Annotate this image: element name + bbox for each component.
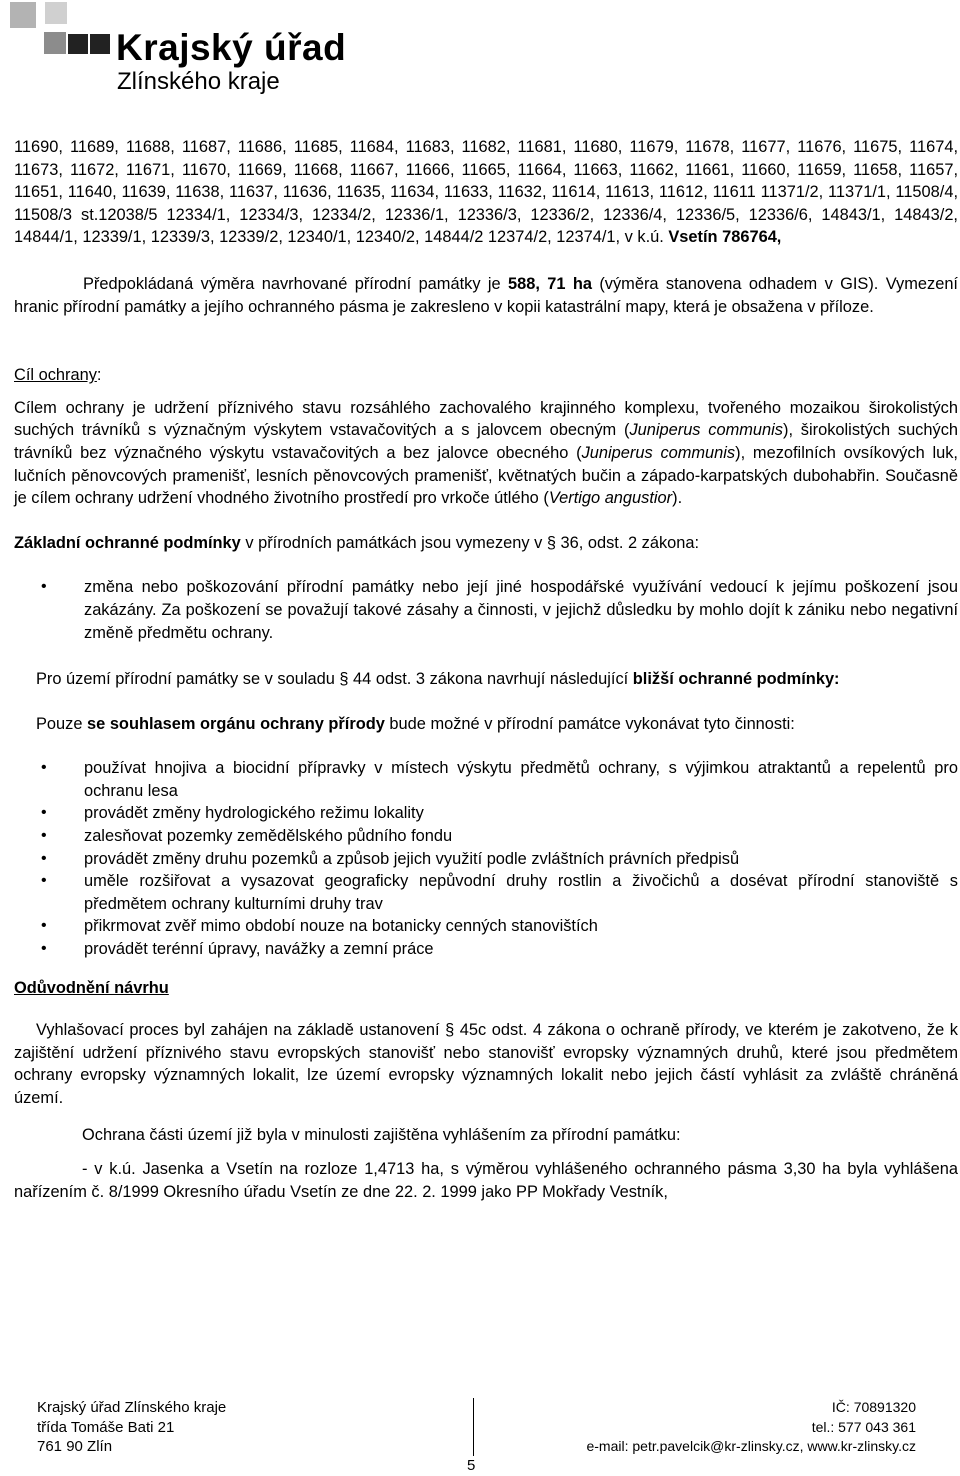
justification-p1: Vyhlašovací proces byl zahájen na základě ustanovení § 45c odst. 4 zákona o ochraně přírody, ve kterém je zakotveno, že k zajištění udržení příznivého stavu evropských stanovišť nebo stanovišť evropsky významných druhů, které jsou předmětem ochrany evropsky významných lokalit, lze území evropsky významných lokalit nebo jejich částí vyhlásit za zvláště chráněná území. [14,1021,958,1107]
goal-species-2: Juniperus communis [581,443,736,462]
consent-text-1: Pouze [36,714,88,733]
goal-text-2: ), širokolistých suchých trávníků bez význačného výskytu vstavačovitých a bez jalovce obecného ( [14,421,958,462]
logo-square-lightgrey [45,2,67,24]
document-body [14,136,958,1203]
parcel-list [14,136,958,249]
basic-conditions-list [14,576,958,644]
consent-list [14,757,958,960]
footer-divider [473,1398,474,1456]
footer-org: Krajský úřad Zlínského kraje [37,1399,227,1416]
list-item: • zalesňovat pozemky zemědělského půdního fondu [14,825,958,848]
logo-text-sub: Zlínského kraje [117,68,280,95]
goal-heading-text: Cíl ochrany [14,366,97,385]
footer-email-web: e-mail: petr.pavelcik@kr-zlinsky.cz, www.kr-zlinsky.cz [586,1438,916,1454]
list-item: • uměle rozšiřovat a vysazovat geograficky nepůvodní druhy rostlin a živočichů a dosévat přírodní stanoviště s předmětem ochrany kulturními druhy trav [14,870,958,915]
justification-p2: Ochrana části území již byla v minulosti zajištěna vyhlášením za přírodní památku: [82,1125,681,1144]
page-footer [0,1398,960,1476]
logo-square-dark1 [68,34,88,54]
parcel-numbers: 11690, 11689, 11688, 11687, 11686, 11685, 11684, 11683, 11682, 11681, 11680, 11679, 11678, 11677, 11676, 11675, 11674, 11673, 11672, 11671, 11670, 11669, 11668, 11667, 11666, 11665, 11664, 11663, 11662, 11661, 11660, 11659, 11658, 11657, 11651, 11640, 11639, 11638, 11637, 11636, 11635, 11634, 11633, 11632, 11614, 11613, 11612, 11611 11371/2, 11371/1, 11508/4, 11508/3 st.12038/5 12334/1, 12334/3, 12334/2, 12336/1, 12336/3, 12336/2, 12336/4, 12336/5, 12336/6, 14843/1, 14843/2, 14844/1, 12339/1, 12339/3, 12339/2, 12340/1, 12340/2, 14844/2 12374/2, 12374/1, v k.ú. [14,138,958,247]
goal-text-1: Cílem ochrany je udržení příznivého stavu rozsáhlého zachovalého krajinného komplexu, tvořeného mozaikou širokolistých suchých trávníků s význačným výskytem vstavačovitých a s jalovcem obecným ( [14,398,958,440]
justification-heading [14,977,958,1000]
basic-conditions-text: v přírodních památkách jsou vymezeny v § 36, odst. 2 zákona: [240,533,700,552]
logo-square-grey [10,2,36,28]
area-paragraph [14,273,958,318]
page-number: 5 [467,1457,476,1474]
footer-street: třída Tomáše Bati 21 [37,1418,175,1436]
list-item: • používat hnojiva a biocidní přípravky v místech výskytu předmětů ochrany, s výjimkou atraktantů a repelentů pro ochranu lesa [14,757,958,802]
consent-text-2: bude možné v přírodní památce vykonávat tyto činnosti: [384,714,795,733]
closer-conditions [14,668,958,691]
consent-paragraph [14,713,958,736]
goal-species-1: Juniperus communis [629,421,783,440]
area-text-rest: (výměra stanovena odhadem v GIS). Vymezení hranic přírodní památky a jejího ochranného pásma je zakresleno v kopii katastrální mapy, která je obsažena v příloze. [14,274,958,316]
cadastral-area: Vsetín 786764, [668,228,782,247]
footer-city: 761 90 Zlín [37,1438,113,1455]
footer-contact [586,1398,916,1457]
basic-conditions-bold: Základní ochranné podmínky [14,533,241,552]
list-item: • změna nebo poškozování přírodní památky nebo její jiné hospodářské využívání vedoucí k jejímu poškození jsou zakázány. Za poškození se považují takové zásahy a činnosti, v jejichž důsledku by mohlo dojít k zániku nebo negativní změně předmětu ochrany. [14,576,958,644]
goal-heading [14,364,958,387]
list-item: • přikrmovat zvěř mimo období nouze na botanicky cenných stanovištích [14,915,958,938]
logo-square-dark2 [90,34,110,54]
closer-bold: bližší ochranné podmínky: [632,670,840,689]
logo-text-main: Krajský úřad [116,27,347,68]
justification-p3: - v k.ú. Jasenka a Vsetín na rozloze 1,4713 ha, s výměrou vyhlášeného ochranného pásma 3,30 ha byla vyhlášena nařízením č. 8/1999 Okresního úřadu Vsetín ze dne 22. 2. 1999 jako PP Mokřady Vestník, [14,1160,958,1201]
header-logo [10,2,347,102]
goal-text-3: ), mezofilních ovsíkových luk, lučních pěnovcových pramenišť, lesních pěnovcových pramenišť, květnatých bučin a západo-karpatských dubohabřin. Současně je cílem ochrany udržení vhodného životního prostředí pro vrkoče útlého ( [14,443,958,508]
goal-species-3: Vertigo angustior [548,489,673,508]
list-item: • provádět změny hydrologického režimu lokality [14,802,958,825]
area-value: 588, 71 ha [507,274,592,293]
justification-heading-text: Odůvodnění návrhu [14,978,169,997]
closer-text: Pro území přírodní památky se v souladu § 44 odst. 3 zákona navrhují následující [36,670,633,689]
goal-text-4: ). [672,489,683,508]
logo-square-mid [44,32,66,54]
goal-heading-colon: : [96,366,102,385]
footer-ic: IČ: 70891320 [831,1399,916,1415]
list-item: • provádět terénní úpravy, navážky a zemní práce [14,938,958,961]
area-text: Předpokládaná výměra navrhované přírodní památky je [83,274,508,293]
footer-address [37,1398,226,1457]
basic-conditions [14,532,958,555]
goal-paragraph [14,397,958,510]
footer-tel: tel.: 577 043 361 [811,1418,916,1435]
consent-bold: se souhlasem orgánu ochrany přírody [87,714,385,733]
list-item: • provádět změny druhu pozemků a způsob jejich využití podle zvláštních právních předpisů [14,848,958,871]
